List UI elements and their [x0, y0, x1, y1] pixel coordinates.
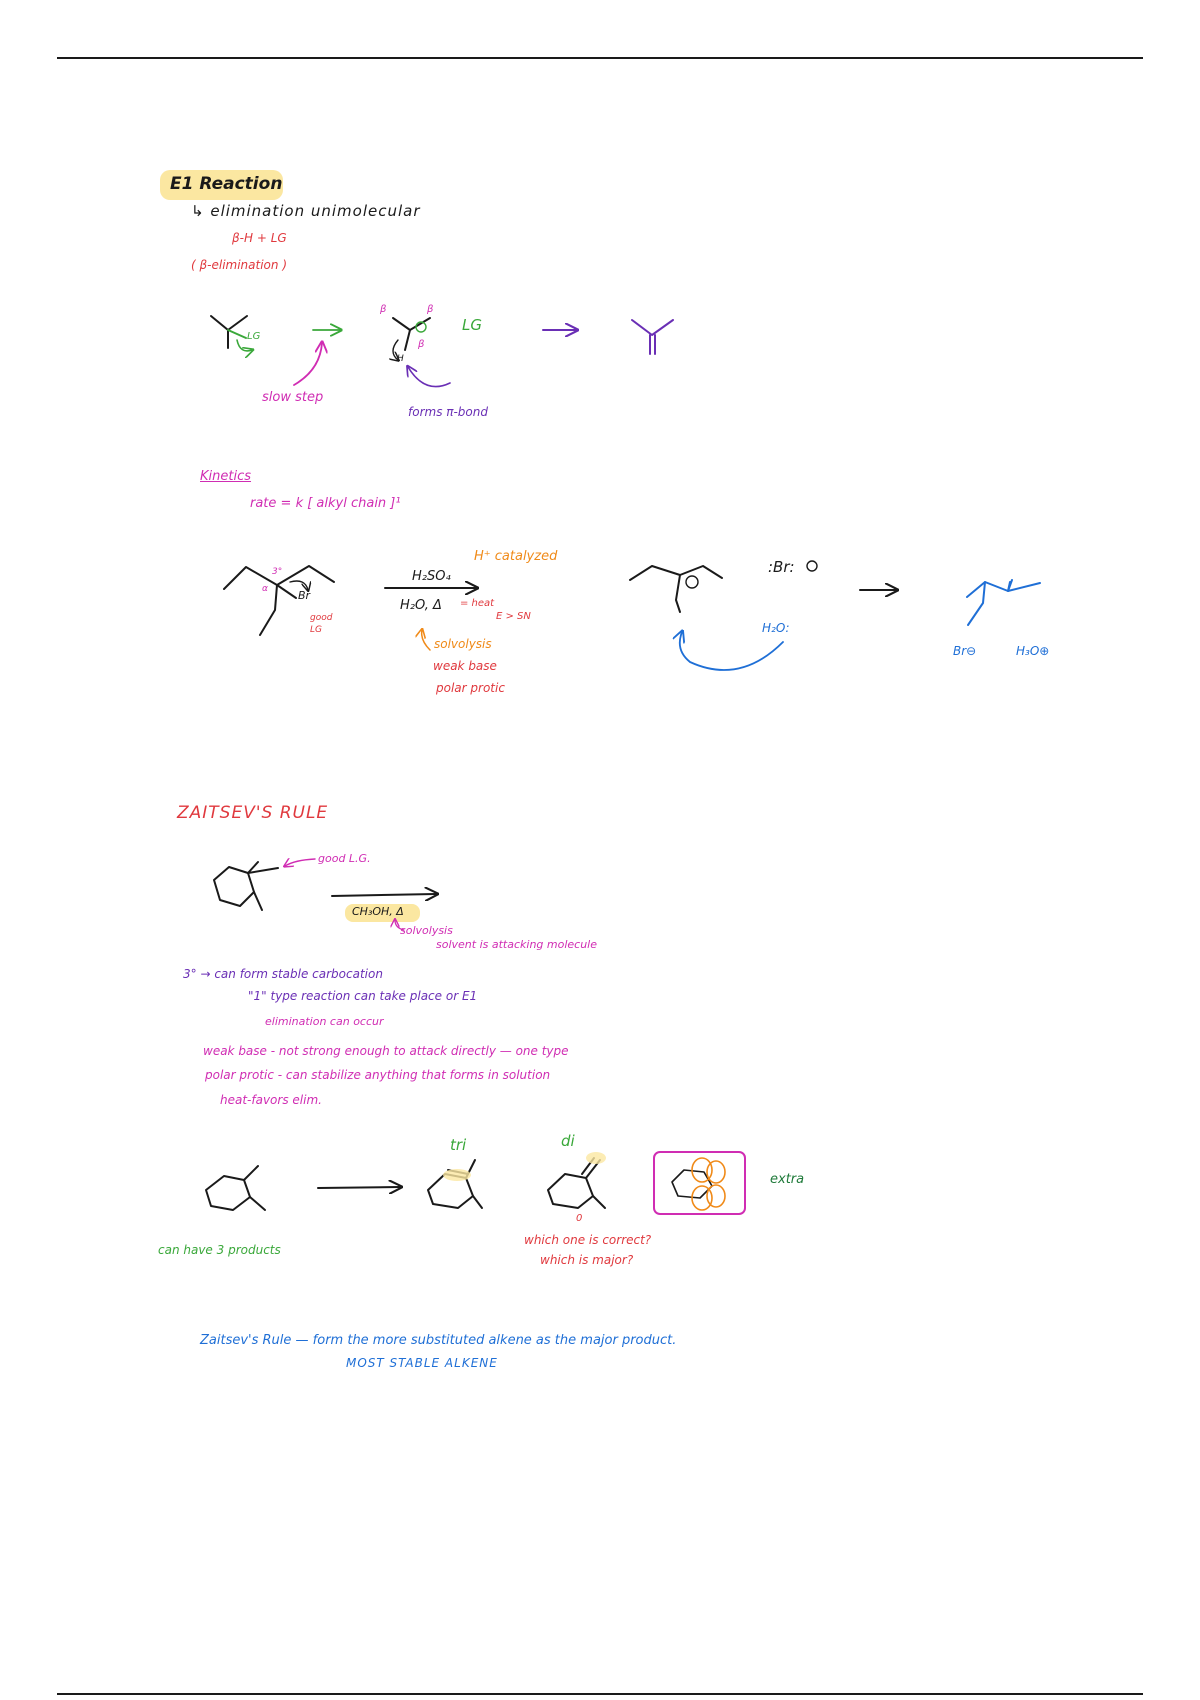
di-substituted-alkene: [548, 1158, 605, 1208]
br-minus-product: Br⊖: [953, 644, 977, 658]
lg-leaving-arrow: [237, 340, 252, 351]
extra-label: extra: [770, 1172, 805, 1187]
solvolysis-2: solvolysis: [400, 924, 453, 937]
which-major: which is major?: [540, 1253, 634, 1267]
note-line-1: 3° → can form stable carbocation: [183, 967, 383, 981]
tri-label: tri: [450, 1136, 467, 1154]
h3o-product: H₃O⊕: [1016, 644, 1050, 658]
beta-elimination: ( β-elimination ): [191, 258, 287, 272]
tert-bromide: [224, 566, 334, 635]
solvent-note: solvent is attacking molecule: [436, 938, 598, 951]
beta-h-lg: β-H + LG: [232, 231, 287, 245]
note-line-5: polar protic - can stabilize anything that forms in solution: [205, 1068, 551, 1082]
weak-base-1: weak base: [433, 659, 497, 673]
cyclohexyl-bromide: [214, 862, 278, 910]
slow-step: slow step: [262, 390, 324, 405]
base-attack-arrow: [408, 367, 450, 387]
p-orbitals: [692, 1158, 725, 1210]
beta-label-3: β: [418, 339, 425, 350]
bromide-charge: [807, 561, 817, 571]
reagent-h2o-heat: H₂O, Δ: [400, 598, 442, 613]
h-catalyzed: H⁺ catalyzed: [474, 549, 558, 564]
lg-bond-1: [228, 330, 246, 338]
heat-note: = heat: [460, 598, 495, 609]
good-lg: good LG: [310, 613, 333, 635]
e-over-sn: E > SN: [496, 611, 531, 622]
beta-label-2: β: [427, 304, 434, 315]
water-attack-arrow: [680, 632, 783, 670]
note-line-4: weak base - not strong enough to attack directly — one type: [203, 1044, 569, 1058]
note-line-2: "1" type reaction can take place or E1: [248, 989, 478, 1003]
alpha-label: α: [262, 584, 268, 594]
lg-label-1: LG: [247, 331, 261, 342]
reagent-h2so4: H₂SO₄: [412, 569, 451, 584]
note-line-3: elimination can occur: [265, 1015, 384, 1028]
lg-label-2: LG: [462, 316, 482, 334]
forms-pi-bond: forms π-bond: [408, 405, 488, 419]
di-label: di: [561, 1132, 575, 1150]
solvolysis-pointer-2: [395, 920, 404, 930]
tri-highlight: [443, 1169, 471, 1181]
extra-box: [654, 1152, 745, 1214]
zero-label: 0: [576, 1213, 583, 1224]
polar-protic-1: polar protic: [436, 681, 505, 695]
most-stable-alkene: MOST STABLE ALKENE: [346, 1356, 498, 1370]
zaitsev-rule-statement: Zaitsev's Rule — form the more substituted alkene as the major product.: [200, 1333, 677, 1348]
slow-step-arrow: [294, 343, 322, 385]
e1-title: E1 Reaction: [170, 174, 283, 194]
alkene-product-1: [632, 320, 673, 354]
bromide-ion: :Br:: [768, 558, 795, 576]
tri-substituted-alkene: [428, 1160, 482, 1208]
pi-arrow-small: [393, 340, 398, 360]
methylcyclohexyl-bromide: [206, 1166, 265, 1210]
reaction-arrow-6: [318, 1187, 400, 1188]
three-products: can have 3 products: [158, 1243, 281, 1257]
good-lg-pointer: [285, 859, 315, 866]
carbocation-charge-2: [686, 576, 698, 588]
solvolysis-1: solvolysis: [434, 637, 492, 651]
product-alkene-2: [967, 580, 1040, 625]
rate-law: rate = k [ alkyl chain ]¹: [250, 496, 401, 511]
solvolysis-pointer: [422, 630, 430, 650]
note-line-6: heat-favors elim.: [220, 1093, 322, 1107]
tert-carbocation: [630, 566, 722, 612]
kinetics-title: Kinetics: [200, 469, 252, 484]
beta-h-label: H: [397, 354, 404, 364]
reagent-ch3oh: CH₃OH, Δ: [352, 905, 404, 918]
water-base: H₂O:: [762, 621, 790, 635]
beta-label-1: β: [380, 304, 387, 315]
zaitsev-title: ZAITSEV'S RULE: [177, 803, 329, 823]
tertiary-label: 3°: [272, 567, 283, 577]
br-leaving-arrow: [290, 581, 308, 590]
alkyl-halide-1: [211, 316, 247, 348]
br-substituent: Br: [298, 589, 311, 602]
good-lg-2: good L.G.: [318, 852, 371, 865]
e1-subtitle: ↳ elimination unimolecular: [191, 202, 421, 220]
reaction-arrow-5: [332, 894, 436, 896]
di-highlight: [586, 1152, 606, 1164]
which-correct: which one is correct?: [524, 1233, 652, 1247]
